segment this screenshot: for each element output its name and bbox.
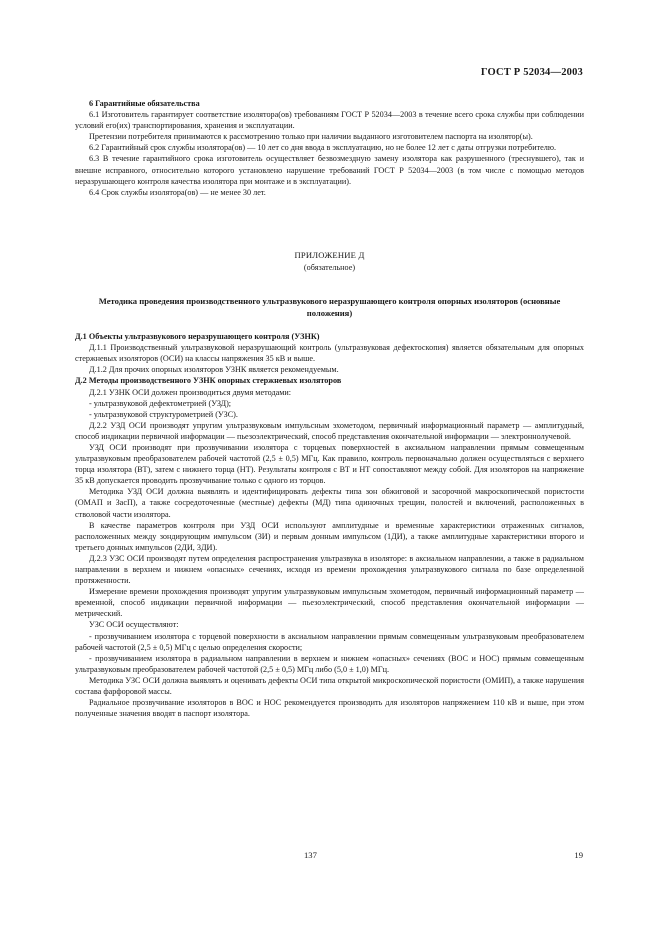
d2-3-item-1: - прозвучиванием изолятора с торцевой поверхности в аксиальном направлении прямым совмещенным ультразвуковым преобразователем рабочей частотой (2,5 ± 0,5) МГц с целью определения скорости;	[75, 631, 584, 652]
footer-number: 137	[304, 850, 317, 860]
d1-title: Д.1 Объекты ультразвукового неразрушающего контроля (УЗНК)	[75, 332, 320, 342]
standard-header: ГОСТ Р 52034—2003	[480, 67, 583, 78]
page-number: 19	[574, 850, 583, 860]
d2-1: Д.2.1 УЗНК ОСИ должен производиться двумя методами:	[89, 387, 292, 397]
d2-2-p3: Методика УЗД ОСИ должна выявлять и идентифицировать дефекты типа зон обжиговой и засорочной макроскопической пористости (ОМАП и ЗасП), а также сосредоточенные (местные) дефекты (МД) типа одиночных трещин, полостей и включений, расположенных в стволовой части изолятора.	[75, 487, 584, 519]
document-body	[75, 98, 584, 719]
appendix-main-title: Методика проведения производственного ультразвукового неразрушающего контроля опорных изоляторов (основные положения)	[98, 296, 561, 319]
d2-3-item-2: - прозвучиванием изолятора в радиальном направлении в верхнем и нижнем «опасных» сечениях (ВОС и НОС) прямым совмещенным ультразвуковым преобразователем рабочей частотой (2,5 ± 0,5) МГц либо (5,0 ± 1,0) МГц.	[75, 653, 584, 674]
d2-3-p3: УЗС ОСИ осуществляют:	[89, 620, 179, 630]
section-6-1-claims: Претензии потребителя принимаются к рассмотрению только при наличии выданного изготовителем паспорта на изолятор(ы).	[89, 132, 533, 142]
d2-1-item-2: - ультразвуковой структурометрией (УЗС).	[89, 409, 238, 419]
d2-1-item-1: - ультразвуковой дефектометрией (УЗД);	[89, 398, 232, 408]
d1-1: Д.1.1 Производственный ультразвуковой неразрушающий контроль (ультразвуковая дефектоскопия) является обязательным для опорных стержневых изоляторов (ОСИ) на классы напряжения 35 кВ и выше.	[75, 343, 584, 364]
section-6-2: 6.2 Гарантийный срок службы изолятора(ов) — 10 лет со дня ввода в эксплуатацию, но не более 12 лет с даты отгрузки потребителю.	[89, 143, 557, 153]
section-6-title: 6 Гарантийные обязательства	[89, 99, 200, 108]
d1-2: Д.1.2 Для прочих опорных изоляторов УЗНК является рекомендуемым.	[89, 365, 339, 375]
section-6-1: 6.1 Изготовитель гарантирует соответствие изолятора(ов) требованиям ГОСТ Р 52034—2003 в течение всего срока службы при соблюдении условий его(их) транспортирования, хранения и эксплуатации.	[75, 110, 584, 131]
d2-2-p2: УЗД ОСИ производят при прозвучивании изолятора с торцевых поверхностей в аксиальном направлении прямым совмещенным ультразвуковым преобразователем рабочей частотой (2,5 ± 0,5) МГц. Как правило, контроль первоначально должен осуществляться с верхнего торца изолятора (ВТ), затем с нижнего торца (НТ). Результаты контроля с ВТ и НТ сопоставляют между собой. Для изоляторов на напряжение 35 кВ допускается проводить прозвучивание только с одного из торцов.	[75, 442, 584, 486]
section-6-3: 6.3 В течение гарантийного срока изготовитель осуществляет безвозмездную замену изолятора как разрушенного (треснувшего), так и внешне исправного, относительно которого установлено нарушение требований ГОСТ Р 52034—2003 (в том числе с помощью методов неразрушающего контроля качества изолятора при монтаже и в эксплуатации).	[75, 154, 584, 186]
section-6-4: 6.4 Срок службы изолятора(ов) — не менее 30 лет.	[89, 187, 266, 197]
d2-2: Д.2.2 УЗД ОСИ производят упругим ультразвуковым импульсным эхометодом, первичный информационный параметр — амплитудный, способ индикации первичной информации — пьезоэлектрический, способ представления окончательной информации — электроннолучевой.	[75, 420, 584, 441]
appendix-title: ПРИЛОЖЕНИЕ Д	[294, 249, 365, 260]
d2-2-p4: В качестве параметров контроля при УЗД ОСИ используют амплитудные и временные характеристики отраженных сигналов, расположенных между зондирующим импульсом (ЗИ) и первым донным импульсом (1ДИ), а также амплитудные характеристики второго и третьего донных импульсов (2ДИ, 3ДИ).	[75, 520, 584, 552]
d2-title: Д.2 Методы производственного УЗНК опорных стержневых изоляторов	[75, 376, 342, 386]
appendix-heading	[75, 250, 584, 273]
d2-3-p5: Радиальное прозвучивание изоляторов в ВОС и НОС рекомендуется производить для изоляторов напряжением 110 кВ и выше, при этом полученные значения вводят в паспорт изолятора.	[75, 698, 584, 719]
d2-3-p4: Методика УЗС ОСИ должна выявлять и оценивать дефекты ОСИ типа открытой микроскопической пористости (ОМИП), а также нарушения состава фарфоровой массы.	[75, 675, 584, 697]
d2-3-p2: Измерение времени прохождения производят упругим ультразвуковым импульсным эхометодом, первичный информационный параметр — временной, способ индикации первичной информации — пьезоэлектрический, способ представления окончательной информации — метрический.	[75, 587, 584, 619]
appendix-status: (обязательное)	[303, 262, 356, 272]
d2-3: Д.2.3 УЗС ОСИ производят путем определения распространения ультразвука в изоляторе: в аксиальном направлении, а также в радиальном направлении в верхнем и нижнем «опасных» сечениях, исходя из времени прохождения ультразвукового сигнала по базе определенной протяженности.	[75, 553, 584, 586]
